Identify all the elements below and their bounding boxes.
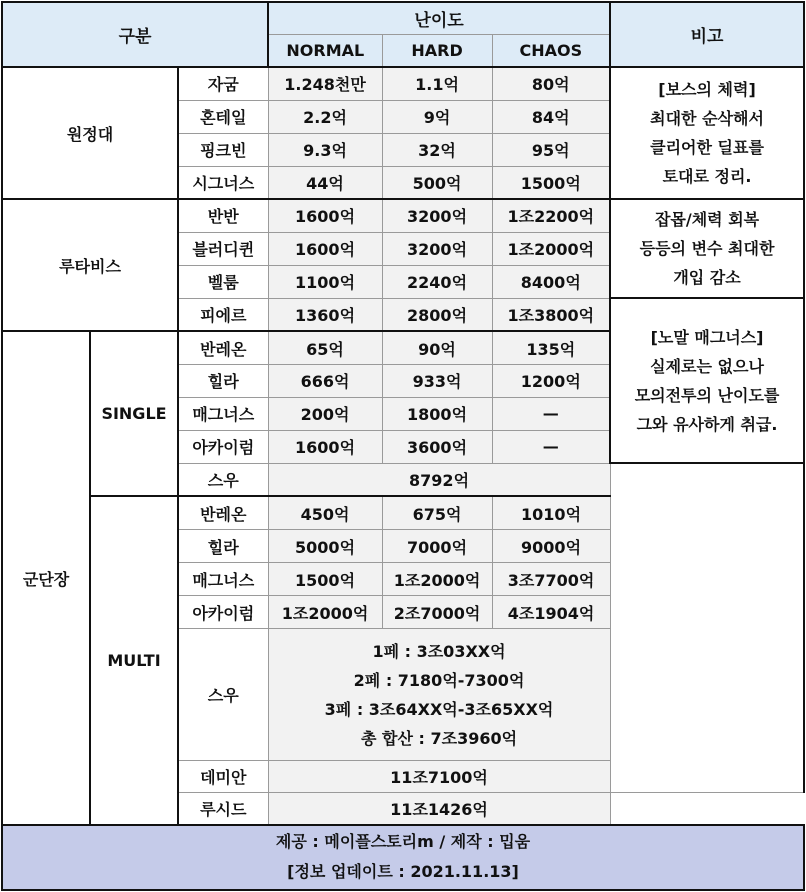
boss-name: 루시드 [178, 793, 268, 825]
hp-hard: 933억 [382, 364, 492, 397]
note-line: 그와 유사하게 취급. [636, 414, 778, 434]
phase-line: 2페 : 7180억-7300억 [353, 670, 525, 690]
boss-hp-table [1, 1, 805, 891]
boss-name: 아카이럼 [178, 430, 268, 463]
remarks-empty [610, 463, 804, 792]
hp-merged: 11조7100억 [268, 761, 610, 793]
hp-chaos: 8400억 [492, 265, 610, 298]
note-line: 클리어한 딜표를 [650, 138, 764, 158]
mode-multi: MULTI [90, 496, 178, 824]
note-line: 최대한 순삭해서 [650, 109, 764, 129]
header-category: 구분 [2, 2, 268, 67]
boss-name: 반레온 [178, 331, 268, 364]
note-line: 잡몹/체력 회복 [654, 210, 760, 230]
hp-chaos: 80억 [492, 67, 610, 100]
hp-hard: 2조7000억 [382, 596, 492, 629]
hp-hard: 3200억 [382, 232, 492, 265]
hp-hard: 3600억 [382, 430, 492, 463]
hp-merged: 8792억 [268, 463, 610, 496]
note-line: 개입 감소 [673, 268, 741, 288]
boss-name: 시그너스 [178, 166, 268, 199]
header-difficulty: 난이도 [268, 2, 610, 34]
boss-name: 힐라 [178, 530, 268, 563]
hp-normal: 65억 [268, 331, 382, 364]
hp-normal: 1100억 [268, 265, 382, 298]
hp-chaos: 1010억 [492, 496, 610, 529]
footer-updated: [정보 업데이트 : 2021.11.13] [287, 862, 519, 882]
hp-chaos: 1조2200억 [492, 199, 610, 232]
hp-chaos: 1조3800억 [492, 298, 610, 331]
footer-provider: 제공 : 메이플스토리m / 제작 : 밉움 [275, 832, 531, 852]
boss-name: 아카이럼 [178, 596, 268, 629]
hp-hard: 32억 [382, 133, 492, 166]
hp-chaos: 1500억 [492, 166, 610, 199]
phase-list [269, 637, 610, 753]
boss-name: 스우 [178, 629, 268, 761]
boss-name: 매그너스 [178, 563, 268, 596]
hp-normal: 1600억 [268, 232, 382, 265]
boss-name: 자굼 [178, 67, 268, 100]
hp-hard: 500억 [382, 166, 492, 199]
header-chaos: CHAOS [492, 34, 610, 67]
hp-hard: 2240억 [382, 265, 492, 298]
header-normal: NORMAL [268, 34, 382, 67]
hp-hard: 7000억 [382, 530, 492, 563]
phase-line: 총 합산 : 7조3960억 [361, 728, 518, 748]
hp-chaos: 4조1904억 [492, 596, 610, 629]
hp-hard: 1.1억 [382, 67, 492, 100]
boss-name: 반반 [178, 199, 268, 232]
note-line: 실제로는 없으나 [650, 356, 764, 376]
note-boss-hp [610, 67, 804, 199]
boss-name: 벨룸 [178, 265, 268, 298]
note-line: [보스의 체력] [658, 80, 756, 100]
hp-chaos: — [492, 397, 610, 430]
hp-normal: 5000억 [268, 530, 382, 563]
hp-hard: 675억 [382, 496, 492, 529]
hp-hard: 2800억 [382, 298, 492, 331]
boss-name: 혼테일 [178, 100, 268, 133]
note-line: 토대로 정리. [662, 167, 752, 187]
group-rootabis: 루타비스 [2, 199, 178, 331]
group-commander: 군단장 [2, 331, 90, 824]
boss-name: 데미안 [178, 761, 268, 793]
hp-hard: 1800억 [382, 397, 492, 430]
hp-normal: 1600억 [268, 430, 382, 463]
hp-normal: 200억 [268, 397, 382, 430]
hp-normal: 1360억 [268, 298, 382, 331]
hp-normal: 1500억 [268, 563, 382, 596]
hp-chaos: 1조2000억 [492, 232, 610, 265]
hp-phases [268, 629, 610, 761]
hp-chaos: 135억 [492, 331, 610, 364]
boss-name: 피에르 [178, 298, 268, 331]
hp-hard: 1조2000억 [382, 563, 492, 596]
hp-hard: 9억 [382, 100, 492, 133]
hp-normal: 1.248천만 [268, 67, 382, 100]
boss-name: 힐라 [178, 364, 268, 397]
hp-merged: 11조1426억 [268, 793, 610, 825]
boss-name: 블러디퀸 [178, 232, 268, 265]
header-remarks: 비고 [610, 2, 804, 67]
hp-normal: 9.3억 [268, 133, 382, 166]
hp-chaos: 1200억 [492, 364, 610, 397]
note-normal-magnus [610, 298, 804, 463]
phase-line: 3페 : 3조64XX억-3조65XX억 [324, 699, 554, 719]
footer-credits [2, 825, 804, 890]
hp-chaos: 9000억 [492, 530, 610, 563]
hp-chaos: 84억 [492, 100, 610, 133]
phase-line: 1페 : 3조03XX억 [372, 641, 506, 661]
hp-normal: 1조2000억 [268, 596, 382, 629]
hp-hard: 3200억 [382, 199, 492, 232]
hp-normal: 44억 [268, 166, 382, 199]
hp-hard: 90억 [382, 331, 492, 364]
hp-chaos: 95억 [492, 133, 610, 166]
boss-name: 반레온 [178, 496, 268, 529]
hp-normal: 450억 [268, 496, 382, 529]
boss-name: 매그너스 [178, 397, 268, 430]
note-variables [610, 199, 804, 298]
note-line: 등등의 변수 최대한 [639, 239, 775, 259]
hp-normal: 2.2억 [268, 100, 382, 133]
hp-chaos: 3조7700억 [492, 563, 610, 596]
boss-name: 스우 [178, 463, 268, 496]
hp-chaos: — [492, 430, 610, 463]
note-line: [노말 매그너스] [650, 327, 764, 347]
group-expedition: 원정대 [2, 67, 178, 199]
mode-single: SINGLE [90, 331, 178, 496]
header-hard: HARD [382, 34, 492, 67]
note-line: 모의전투의 난이도를 [634, 385, 780, 405]
hp-normal: 1600억 [268, 199, 382, 232]
hp-normal: 666억 [268, 364, 382, 397]
boss-name: 핑크빈 [178, 133, 268, 166]
